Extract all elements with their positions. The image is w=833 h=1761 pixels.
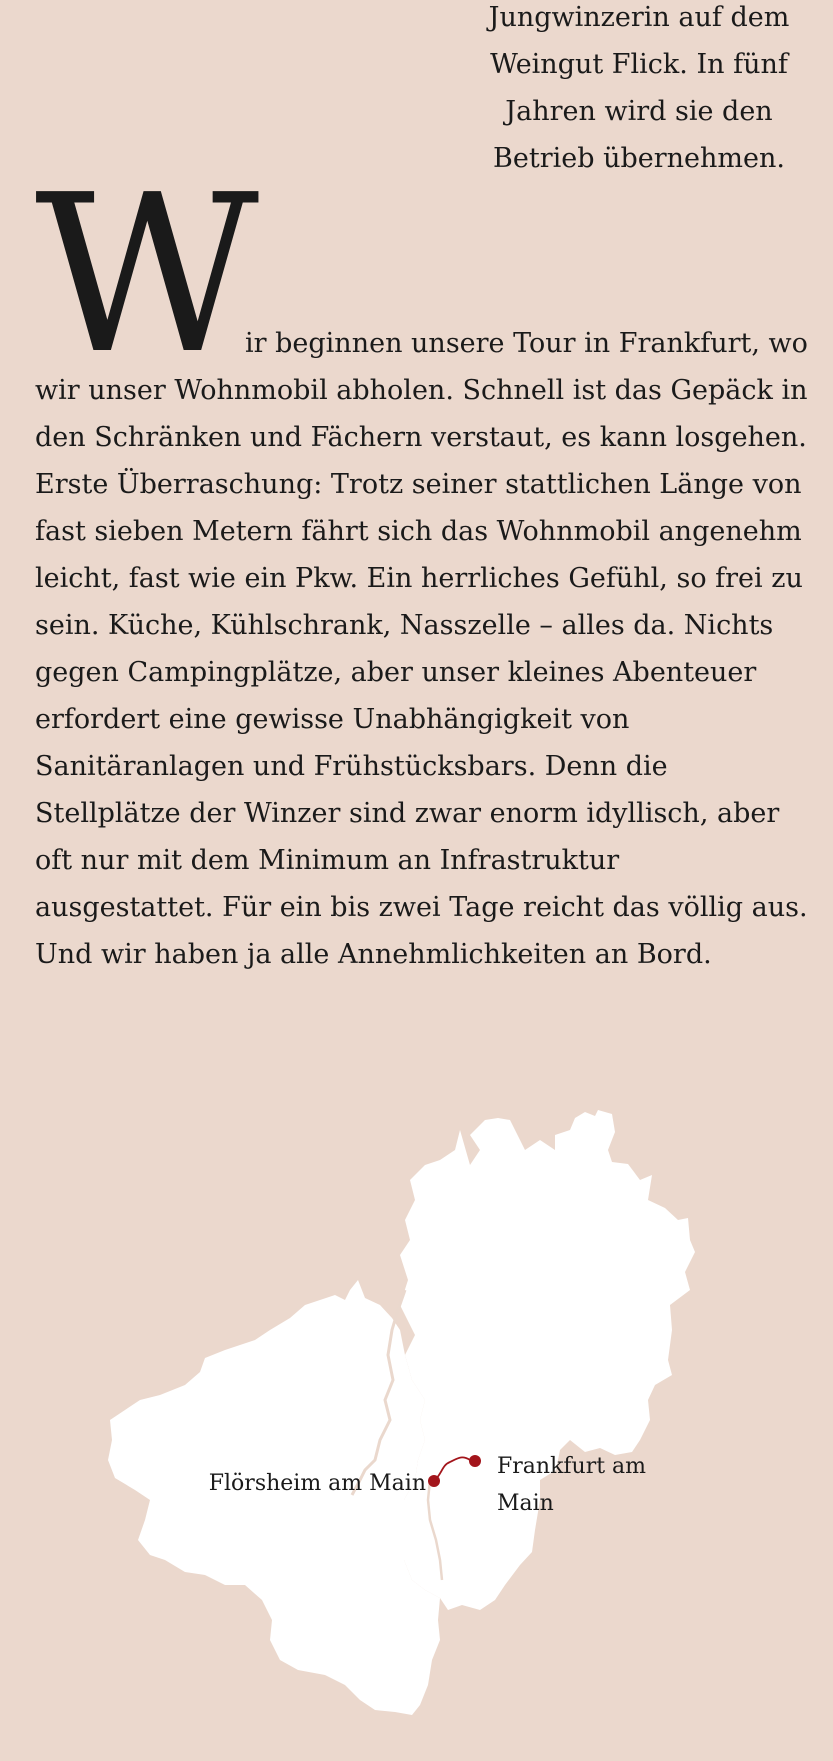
caption-line: Jahren wird sie den — [505, 96, 773, 127]
article-line: Sanitäranlagen und Frühstücksbars. Denn die — [35, 751, 668, 782]
article-line: Und wir haben ja alle Annehmlichkeiten an Bord. — [35, 939, 712, 970]
floersheim-marker — [428, 1475, 440, 1487]
article-line: Stellplätze der Winzer sind zwar enorm idyllisch, aber — [35, 798, 780, 829]
frankfurt-label-line2: Main — [497, 1491, 554, 1516]
article-line: Erste Überraschung: Trotz seiner stattlichen Länge von — [35, 469, 802, 500]
article-line: gegen Campingplätze, aber unser kleines Abenteuer — [35, 657, 757, 688]
map-region-east — [400, 1110, 695, 1610]
caption-line: Betrieb übernehmen. — [493, 143, 785, 174]
caption-line: Jungwinzerin auf dem — [488, 2, 790, 33]
frankfurt-label: Frankfurt am — [497, 1454, 647, 1479]
drop-cap: W — [35, 149, 260, 402]
route-map — [0, 1100, 833, 1740]
article-line: den Schränken und Fächern verstaut, es kann losgehen. — [35, 422, 807, 453]
article-line: wir unser Wohnmobil abholen. Schnell ist das Gepäck in — [35, 375, 808, 406]
article-line: leicht, fast wie ein Pkw. Ein herrliches Gefühl, so frei zu — [35, 563, 803, 594]
photo-caption — [466, 0, 812, 182]
caption-line: Weingut Flick. In fünf — [490, 49, 788, 80]
article-first-line-text: ir beginnen unsere Tour in Frankfurt, wo — [245, 328, 808, 359]
floersheim-label: Flörsheim am Main — [208, 1471, 426, 1496]
article-line: fast sieben Metern fährt sich das Wohnmobil angenehm — [35, 516, 802, 547]
article-line: ausgestattet. Für ein bis zwei Tage reicht das völlig aus. — [35, 892, 808, 923]
article-line: oft nur mit dem Minimum an Infrastruktur — [35, 845, 620, 876]
article-line: erfordert eine gewisse Unabhängigkeit von — [35, 704, 630, 735]
frankfurt-marker — [469, 1455, 481, 1467]
article-line: sein. Küche, Kühlschrank, Nasszelle – alles da. Nichts — [35, 610, 774, 641]
